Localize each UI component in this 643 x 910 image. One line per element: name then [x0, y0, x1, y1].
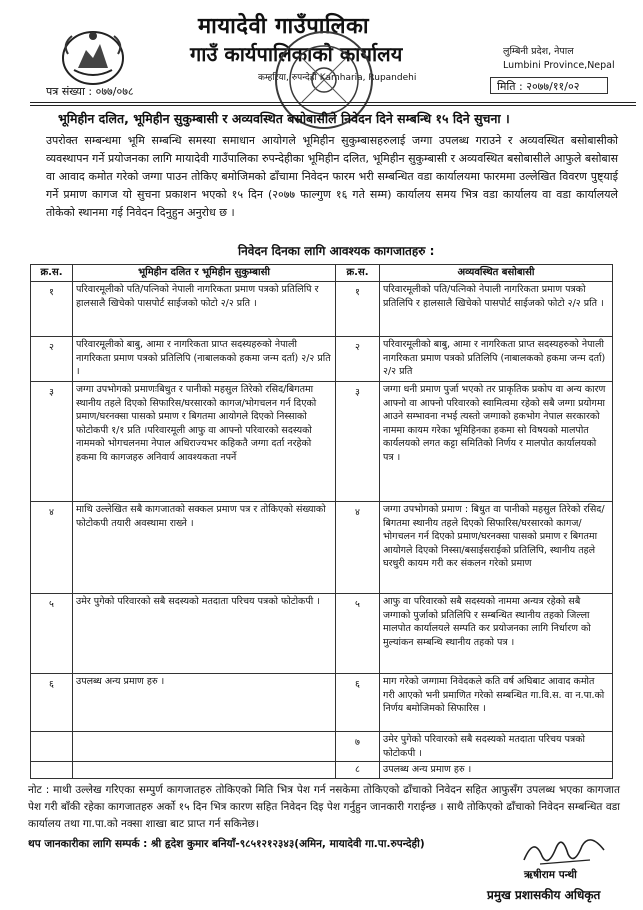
table-row: [31, 674, 613, 732]
row-serial: ५: [336, 594, 380, 674]
table-row: [31, 382, 613, 502]
row-serial: ८: [336, 762, 380, 779]
row-serial: ६: [31, 674, 73, 732]
date-box: मिति : २०७७/११/०२: [490, 77, 608, 94]
row-serial: [31, 762, 73, 779]
row-right-text: उपलब्ध अन्य प्रमाण हरु ।: [380, 762, 613, 779]
province-english: Lumbini Province,Nepal: [503, 60, 615, 71]
row-serial: ४: [336, 502, 380, 594]
table-row: [31, 337, 613, 382]
table-row: [31, 732, 613, 762]
table-row: [31, 594, 613, 674]
row-serial: २: [31, 337, 73, 382]
required-documents-table: [30, 264, 613, 779]
row-serial: ४: [31, 502, 73, 594]
row-serial: [31, 732, 73, 762]
row-left-text: [73, 762, 336, 779]
signatory-title: प्रमुख प्रशासकीय अधिकृत: [487, 888, 601, 902]
row-right-text: जग्गा धनी प्रमाण पुर्जा भएको तर प्राकृतिक प्रकोप वा अन्य कारण आफ्नो वा आफ्नो परिवारको स्वामित्वमा रहेको सबै जग्गा प्रयोगमा आउने सम्भावना नभई त्यस्तो जग्गाको हकभोग नेपाल सरकारको नाममा कायम गरेका भूमिहिनका हकमा सो विषयको मालपोत कार्यलयको लगत कट्टा समितिको निर्णय र मालपोत कार्यालयको पत्र ।: [380, 382, 613, 502]
row-serial: १: [336, 282, 380, 337]
row-left-text: परिवारमूलीको पति/पत्निको नेपाली नागरिकता प्रमाण पत्रको प्रतिलिपि र हालसालै खिचेको पासपोर्ट साईजको फोटो २/२ प्रति ।: [73, 282, 336, 337]
col-landless-dalit: भूमिहीन दलित र भूमिहीन सुकुम्बासी: [73, 265, 336, 282]
footnote: नोट : माथी उल्लेख गरिएका सम्पुर्ण कागजातहरु तोकिएको मिति भित्र पेश गर्न नसकेमा तोकिएको ढाँचाको निवेदन सहित आफुसँग उपलब्ध भएका कागजात पेश गरी बाँकी रहेका कागजातहरु अर्को १५ दिन भित्र कारण सहित निवेदन दिइ पेश गर्नुहुन जानकारी गराईन्छ । साथै तोकिएको ढाँचाको निवेदन सम्बन्धित वडा कार्यालय तथा गा.पा.को नक्सा शाखा बाट प्राप्त गर्न सकिनेछ।: [28, 784, 620, 830]
contact-line: थप जानकारीका लागि सम्पर्क : श्री हृदेश कुमार बनियाँ-९८५१२१२३४३(अमिन, मायादेवी गा.पा.रुपन्देही): [28, 838, 425, 850]
row-right-text: आफु वा परिवारको सबै सदस्यको नाममा अन्यत्र रहेको सबै जग्गाको पुर्जाको प्रतिलिपि र सम्बन्धित स्थानीय तहको जिल्ला मालपोत कार्यालयले सम्पति कर प्रयोजनका लागि निर्धारण को मुल्यांकन सम्बन्धि स्थानीय तहको पत्र ।: [380, 594, 613, 674]
nepal-emblem-icon: [60, 24, 126, 88]
header-divider-2: [30, 105, 636, 106]
reference-number: पत्र संख्या : ०७७/०७८: [46, 85, 134, 98]
row-serial: ७: [336, 732, 380, 762]
row-right-text: उमेर पुगेको परिवारको सबै सदस्यको मतदाता परिचय पत्रको फोटोकपी ।: [380, 732, 613, 762]
notice-subject: भूमिहीन दलित, भूमिहीन सुकुम्बासी र अव्यवस्थित बसोबासीले निवेदन दिने सम्बन्धि १५ दिने सुचना ।: [58, 111, 510, 126]
row-serial: २: [336, 337, 380, 382]
office-subtitle: गाउँ कार्यपालिकाको कार्यालय: [190, 42, 403, 66]
table-row: [31, 762, 613, 779]
row-serial: ६: [336, 674, 380, 732]
row-left-text: उमेर पुगेको परिवारको सबै सदस्यको मतदाता परिचय पत्रको फोटोकपी ।: [73, 594, 336, 674]
notice-body: उपरोक्त सम्बन्धमा भूमि सम्बन्धि समस्या समाधान आयोगले भूमिहीन सुकुम्बासहरुलाई जग्गा उपलब्ध गराउने र अव्यवस्थित बसोबासीको व्यवस्थापन गर्ने प्रयोजनका लागि मायादेवी गाउँपालिका रुपन्देहीका भूमिहीन दलित, भूमिहीन सुकुम्बासी र अव्यवस्थित बसोबासीले आफुले बसोबास वा आवाद कमोत गरेको जग्गा पाउन तोकिए बमोजिमको ढाँचामा निवेदन फारम भरी सम्बन्धित वडा कार्यालयमा फारममा उल्लेखित विवरण पुष्ट्याई गर्ने प्रमाण कागज यो सुचना प्रकाशन भएको १५ दिन (२०७७ फाल्गुण १६ गते सम्म) कार्यालय समय भित्र वडा कार्यालय वा वडा कार्यालयले तोकेको स्थानमा गई निवेदन दिनुहुन अनुरोध छ ।: [46, 134, 618, 219]
office-address: कम्हरिया, रुपन्देही Kamharia, Rupandehi: [258, 73, 417, 83]
row-left-text: माथि उल्लेखित सबै कागजातको सक्कल प्रमाण पत्र र तोकिएको संख्याको फोटोकपी तयारी अवस्थामा राख्ने ।: [73, 502, 336, 594]
row-right-text: जग्गा उपभोगको प्रमाण : बिधुत वा पानीको महसुल तिरेको रसिद/बिगतमा स्थानीय तहले दिएको सिफारिस/घरसारको कागज/ भोगचलन गर्न दिएको प्रमाण/घरनक्सा पासको प्रमाण र बिगतमा आयोगले दिएको निस्सा/बसाईसराईको प्रतिलिपि, स्थानीय तहले घरधुरी कायम गरी कर संकलन गरेको प्रमाण: [380, 502, 613, 594]
row-serial: ३: [336, 382, 380, 502]
row-left-text: [73, 732, 336, 762]
row-serial: ५: [31, 594, 73, 674]
col-unmanaged-settlers: अव्यवस्थित बसोबासी: [380, 265, 613, 282]
table-row: [31, 282, 613, 337]
province-nepali: लुम्बिनी प्रदेश, नेपाल: [503, 46, 574, 57]
row-right-text: माग गरेको जग्गामा निवेदकले कति वर्ष अघिबाट आवाद कमोत गरी आएको भनी प्रमाणित गरेको सम्बन्धित गा.वि.स. वा न.पा.को निर्णय बमोजिमको सिफारिस ।: [380, 674, 613, 732]
col-serial-2: क्र.स.: [336, 265, 380, 282]
office-title: मायादेवी गाउँपालिका: [198, 14, 370, 39]
row-left-text: परिवारमूलीको बाबु, आमा र नागरिकता प्राप्त सदस्यहरुको नेपाली नागरिकता प्रमाण पत्रको प्रतिलिपि (नाबालकको हकमा जन्म दर्ता) २/२ प्रति ।: [73, 337, 336, 382]
table-header-row: [31, 265, 613, 282]
row-serial: ३: [31, 382, 73, 502]
required-docs-heading: निवेदन दिनका लागि आवश्यक कागजातहरु :: [238, 244, 435, 258]
row-left-text: जग्गा उपभोगको प्रमाणःबिधुत र पानीको महसुल तिरेको रसिद/बिगतमा स्थानीय तहले दिएको सिफारिस/घरसारको कागज/भोगचलन गर्न दिएको प्रमाण/घरनक्सा पासको प्रमाण र बिगतमा आयोगले दिएको निस्साको फोटोकपी १/१ प्रति ।परिवारमूली आफु वा आफ्नो परिवारको सदस्यको नाममको भोगचलनमा नेपाल अधिराज्यभर कहिकतै जग्गा दर्ता नरहेको हकमा यि कागजहरु अनिवार्य आवश्यकता नपर्ने: [73, 382, 336, 502]
handwritten-signature-icon: [520, 830, 608, 870]
row-left-text: उपलब्ध अन्य प्रमाण हरु ।: [73, 674, 336, 732]
header-divider: [30, 102, 636, 103]
col-serial-1: क्र.स.: [31, 265, 73, 282]
row-right-text: परिवारमूलीको पति/पत्निको नेपाली नागरिकता प्रमाण पत्रको प्रतिलिपि र हालसालै खिचेको पासपोर्ट साईजको फोटो २/२ प्रति ।: [380, 282, 613, 337]
row-serial: १: [31, 282, 73, 337]
table-row: [31, 502, 613, 594]
signatory-name: ऋषीराम पन्थी: [524, 869, 577, 881]
row-right-text: परिवारमूलीको बाबु, आमा र नागरिकता प्राप्त सदस्यहरुको नेपाली नागरिकता प्रमाण पत्रको प्रतिलिपि (नाबालकको हकमा जन्म दर्ता) २/२ प्रति: [380, 337, 613, 382]
